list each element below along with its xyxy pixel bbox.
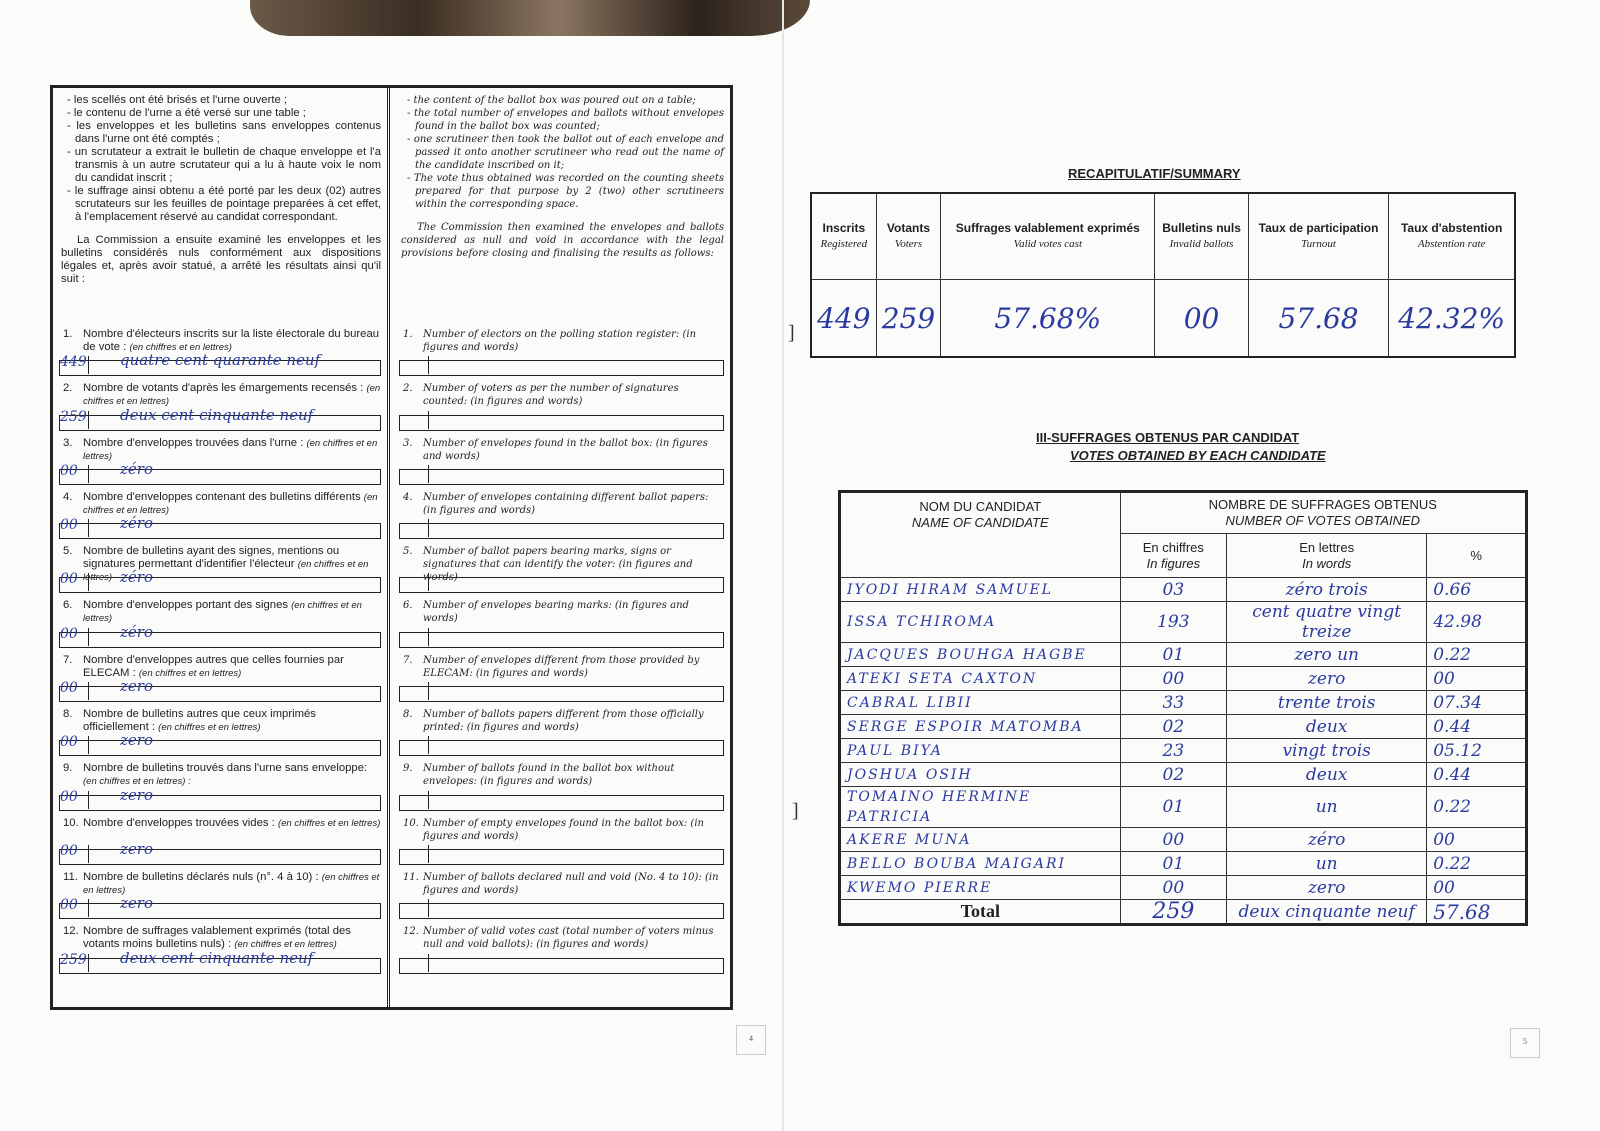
answer-figure: 259 xyxy=(60,411,89,429)
answer-field xyxy=(59,785,381,811)
procedure-bullet: - the total number of envelopes and ballots without envelopes found in the ballot box was counted; xyxy=(407,108,724,132)
procedure-bullet: - the content of the ballot box was poured out on a table; xyxy=(407,95,696,106)
margin-mark: ] xyxy=(788,322,795,344)
answer-figure: 00 xyxy=(60,682,89,700)
item-question xyxy=(399,925,724,951)
form-item xyxy=(59,654,381,708)
answer-words: zero xyxy=(120,731,153,750)
item-number: 3. xyxy=(63,436,73,449)
candidate-votes-words: zéro trois xyxy=(1227,578,1427,602)
votes-header-en: NUMBER OF VOTES OBTAINED xyxy=(1225,513,1421,528)
candidate-percent: 00 xyxy=(1427,876,1527,900)
candidate-row xyxy=(840,715,1527,739)
item-question xyxy=(399,762,724,788)
answer-figure: 259 xyxy=(60,954,89,972)
candidate-percent: 07.34 xyxy=(1427,691,1527,715)
item-question xyxy=(399,491,724,517)
name-header-fr: NOM DU CANDIDAT xyxy=(919,499,1042,514)
summary-header xyxy=(811,193,876,280)
summary-value: 00 xyxy=(1155,280,1248,358)
item-hint: (en chiffres et en lettres) xyxy=(138,667,242,679)
answer-field xyxy=(399,523,724,539)
answer-figure: 00 xyxy=(60,628,89,646)
answer-field xyxy=(59,677,381,702)
answer-figure xyxy=(400,573,429,591)
answer-words: zéro xyxy=(120,568,153,587)
candidate-votes-figure: 33 xyxy=(1120,691,1227,715)
name-header-en: NAME OF CANDIDATE xyxy=(911,515,1049,530)
procedure-bullet: - one scrutineer then took the ballot out of each envelope and passed it onto another scrutineer who read out the name of the candidate inscribed on it; xyxy=(407,134,724,171)
total-figure: 259 xyxy=(1120,900,1227,925)
answer-field xyxy=(59,405,381,431)
item-question xyxy=(399,708,724,734)
item-hint: (en chiffres et en lettres) xyxy=(83,600,362,625)
summary-header-fr: Votants xyxy=(886,221,931,235)
answer-field xyxy=(399,903,724,919)
item-number: 1. xyxy=(403,329,413,340)
summary-table xyxy=(810,192,1516,358)
answer-field xyxy=(399,632,724,648)
summary-header-en: Valid votes cast xyxy=(1013,238,1082,250)
form-item xyxy=(399,382,724,436)
total-row xyxy=(840,900,1527,925)
candidate-votes-words: un xyxy=(1227,787,1427,828)
candidate-votes-figure: 01 xyxy=(1120,643,1227,667)
item-question xyxy=(59,437,381,463)
form-item xyxy=(59,599,381,653)
form-item xyxy=(59,762,381,816)
item-text: Number of envelopes different from those provided by ELECAM: (in figures and words) xyxy=(423,654,700,679)
answer-figure: 00 xyxy=(60,519,89,537)
item-text: Number of ballots found in the ballot box without envelopes: (in figures and words) xyxy=(423,763,675,788)
item-text: Nombre de votants d'après les émargements recensés : xyxy=(83,382,364,395)
item-number: 11. xyxy=(403,871,419,883)
form-item xyxy=(59,382,381,436)
summary-header xyxy=(1248,193,1389,280)
answer-figure: 00 xyxy=(60,573,89,591)
item-text: Number of ballots declared null and void (No. 4 to 10): (in figures and words) xyxy=(423,871,719,896)
item-text: Number of empty envelopes found in the ballot box: (in figures and words) xyxy=(423,817,704,842)
form-item xyxy=(399,762,724,816)
item-hint: (en chiffres et en lettres) xyxy=(83,871,380,896)
summary-title: RECAPITULATIF/SUMMARY xyxy=(1068,166,1241,181)
candidate-percent: 00 xyxy=(1427,667,1527,691)
candidate-votes-figure: 00 xyxy=(1120,667,1227,691)
candidate-votes-figure: 01 xyxy=(1120,852,1227,876)
item-number: 6. xyxy=(63,599,73,612)
candidate-name: TOMAINO HERMINE PATRICIA xyxy=(840,787,1121,828)
form-item xyxy=(399,599,724,653)
candidate-votes-figure: 01 xyxy=(1120,787,1227,828)
candidate-row xyxy=(840,691,1527,715)
item-number: 9. xyxy=(63,762,73,775)
candidate-row xyxy=(840,667,1527,691)
item-text: Nombre d'électeurs inscrits sur la liste électorale du bureau de vote : xyxy=(83,328,380,353)
item-number: 12. xyxy=(63,925,79,938)
answer-words: quatre cent quarante neuf xyxy=(120,351,321,370)
candidate-name: PAUL BIYA xyxy=(840,739,1121,763)
answer-words: deux cent cinquante neuf xyxy=(120,948,314,967)
item-number: 11. xyxy=(63,870,78,883)
candidate-name: ISSA TCHIROMA xyxy=(840,602,1121,643)
form-item xyxy=(399,817,724,871)
candidate-row xyxy=(840,578,1527,602)
candidate-percent: 0.22 xyxy=(1427,643,1527,667)
figures-header-en: In figures xyxy=(1146,555,1201,571)
candidate-name: IYODI HIRAM SAMUEL xyxy=(840,578,1121,602)
form-item xyxy=(59,708,381,762)
form-item xyxy=(399,491,724,545)
candidate-votes-words: deux xyxy=(1227,715,1427,739)
item-question xyxy=(59,708,381,734)
summary-header-fr: Bulletins nuls xyxy=(1162,221,1241,235)
item-question xyxy=(59,817,381,830)
form-item xyxy=(399,437,724,491)
answer-field xyxy=(399,415,724,431)
candidate-percent: 0.44 xyxy=(1427,715,1527,739)
item-text: Nombre de bulletins déclarés nuls (n°. 4 à 10) : xyxy=(83,870,319,883)
candidate-votes-figure: 02 xyxy=(1120,763,1227,787)
english-items xyxy=(399,328,724,980)
french-column xyxy=(53,88,390,1007)
procedure-bullet: - les enveloppes et les bulletins sans enveloppes contenus dans l'urne ont été comptés ; xyxy=(67,120,381,145)
answer-figure: 00 xyxy=(60,736,89,754)
item-number: 10. xyxy=(63,816,79,829)
answer-field xyxy=(399,795,724,811)
answer-figure xyxy=(400,411,429,429)
item-text: Number of envelopes containing different ballot papers: (in figures and words) xyxy=(423,491,709,516)
procedure-bullet: - les scellés ont été brisés et l'urne ouverte ; xyxy=(67,94,288,106)
answer-figure xyxy=(400,954,429,972)
item-question xyxy=(399,654,724,680)
item-question xyxy=(399,328,724,354)
candidate-row xyxy=(840,739,1527,763)
candidate-votes-figure: 02 xyxy=(1120,715,1227,739)
answer-field xyxy=(399,577,724,593)
candidate-name: JACQUES BOUHGA HAGBE xyxy=(840,643,1121,667)
candidate-name: JOSHUA OSIH xyxy=(840,763,1121,787)
item-number: 12. xyxy=(403,926,419,938)
procedure-bullet: - The vote thus obtained was recorded on the counting sheets prepared for that purpose by 2 (two) other scrutineers within the corresponding space. xyxy=(407,173,724,210)
answer-figure xyxy=(400,628,429,646)
summary-header-fr: Suffrages valablement exprimés xyxy=(955,221,1140,235)
answer-words: zero xyxy=(120,677,153,696)
candidate-percent: 42.98 xyxy=(1427,602,1527,643)
answer-figure xyxy=(400,899,429,917)
votes-header-fr: NOMBRE DE SUFFRAGES OBTENUS xyxy=(1208,497,1437,512)
item-question xyxy=(399,599,724,625)
form-item xyxy=(59,545,381,599)
summary-header xyxy=(1389,193,1515,280)
answer-field xyxy=(59,894,381,919)
item-question xyxy=(59,382,381,408)
item-text: Nombre d'enveloppes autres que celles fournies par ELECAM : xyxy=(83,653,344,679)
english-paragraph: The Commission then examined the envelopes and ballots considered as null and void in accordance with the legal provisions before closing and finalising the results as follows: xyxy=(401,222,724,259)
item-number: 8. xyxy=(63,708,73,721)
percent-header: % xyxy=(1427,534,1527,578)
answer-words: zéro xyxy=(120,622,153,641)
candidate-percent: 0.22 xyxy=(1427,787,1527,828)
total-words: deux cinquante neuf xyxy=(1227,900,1427,925)
item-text: Nombre d'enveloppes trouvées vides : xyxy=(83,816,275,829)
item-hint: (en chiffres et en lettres) xyxy=(83,437,378,462)
candidate-row xyxy=(840,852,1527,876)
answer-words: zero xyxy=(120,785,153,804)
candidate-votes-words: vingt trois xyxy=(1227,739,1427,763)
procedure-bullet: - un scrutateur a extrait le bulletin de chaque enveloppe et l'a transmis à un autre scrutateur qui a lu à haute voix le nom du candidat inscrit ; xyxy=(67,146,381,184)
photo-strip xyxy=(250,0,810,36)
form-item xyxy=(59,817,381,871)
words-header-fr: En lettres xyxy=(1299,539,1355,555)
answer-words: deux cent cinquante neuf xyxy=(120,405,314,424)
candidate-votes-words: trente trois xyxy=(1227,691,1427,715)
summary-header-en: Turnout xyxy=(1301,238,1336,250)
item-question xyxy=(59,328,381,354)
page-divider xyxy=(782,0,784,1131)
answer-words: zero xyxy=(120,894,153,913)
item-hint: (en chiffres et en lettres) xyxy=(129,342,232,353)
answer-field xyxy=(399,686,724,702)
name-header xyxy=(840,492,1121,578)
candidate-votes-words: zero xyxy=(1227,876,1427,900)
total-label: Total xyxy=(840,900,1121,925)
item-text: Nombre de suffrages valablement exprimés (total des votants moins bulletins nuls) : xyxy=(83,925,351,951)
item-number: 1. xyxy=(63,328,73,340)
item-number: 3. xyxy=(403,437,413,449)
form-item xyxy=(59,871,381,925)
answer-field xyxy=(399,469,724,485)
answer-field xyxy=(59,731,381,756)
item-text: Number of envelopes bearing marks: (in figures and words) xyxy=(423,600,689,625)
candidate-name: KWEMO PIERRE xyxy=(840,876,1121,900)
candidate-percent: 0.66 xyxy=(1427,578,1527,602)
answer-figure xyxy=(400,519,429,537)
answer-field xyxy=(59,351,381,376)
item-number: 5. xyxy=(403,546,413,558)
answer-figure: 00 xyxy=(60,899,89,917)
form-item xyxy=(59,328,381,382)
item-question xyxy=(399,437,724,463)
candidate-votes-figure: 03 xyxy=(1120,578,1227,602)
summary-header xyxy=(1155,193,1248,280)
item-number: 6. xyxy=(403,600,413,612)
answer-figure: 449 xyxy=(60,356,89,374)
candidate-votes-words: zero un xyxy=(1227,643,1427,667)
candidate-row xyxy=(840,602,1527,643)
item-question xyxy=(59,599,381,625)
candidate-votes-figure: 23 xyxy=(1120,739,1227,763)
answer-figure xyxy=(400,465,429,483)
item-text: Number of envelopes found in the ballot box: (in figures and words) xyxy=(423,437,708,462)
answer-field xyxy=(399,958,724,974)
item-question xyxy=(59,762,381,788)
candidate-name: SERGE ESPOIR MATOMBA xyxy=(840,715,1121,739)
item-hint: (en chiffres et en lettres) xyxy=(83,383,381,408)
candidate-row xyxy=(840,643,1527,667)
candidate-votes-figure: 00 xyxy=(1120,876,1227,900)
summary-header xyxy=(941,193,1155,280)
answer-figure xyxy=(400,736,429,754)
summary-value: 449 xyxy=(811,280,876,358)
item-number: 7. xyxy=(403,654,413,666)
answer-field xyxy=(59,622,381,648)
item-number: 9. xyxy=(403,763,413,775)
item-question xyxy=(59,871,381,897)
procedure-bullet: - le contenu de l'urne a été versé sur une table ; xyxy=(67,107,306,119)
item-hint: (en chiffres et en lettres) xyxy=(234,939,337,951)
candidate-percent: 0.44 xyxy=(1427,763,1527,787)
answer-field xyxy=(59,514,381,539)
item-text: Nombre de bulletins ayant des signes, mentions ou signatures permettant d'identifier l'électeur xyxy=(83,545,340,571)
candidate-percent: 05.12 xyxy=(1427,739,1527,763)
answer-field xyxy=(399,849,724,865)
french-items xyxy=(59,328,381,980)
summary-value: 57.68% xyxy=(941,280,1155,358)
candidate-name: ATEKI SETA CAXTON xyxy=(840,667,1121,691)
candidate-row xyxy=(840,787,1527,828)
form-item xyxy=(399,871,724,925)
item-text: Number of ballot papers bearing marks, signs or signatures that can identify the voter: (in figures and words) xyxy=(423,546,693,584)
answer-figure: 00 xyxy=(60,845,89,863)
answer-figure: 00 xyxy=(60,465,89,483)
words-header xyxy=(1227,534,1427,578)
answer-field xyxy=(399,740,724,756)
item-text: Nombre d'enveloppes portant des signes xyxy=(83,599,288,612)
summary-value: 259 xyxy=(876,280,941,358)
answer-field xyxy=(59,459,381,485)
item-text: Nombre d'enveloppes contenant des bulletins différents xyxy=(83,490,361,503)
item-text: Nombre de bulletins trouvés dans l'urne sans enveloppe: xyxy=(83,762,368,775)
candidates-table xyxy=(838,490,1528,926)
candidate-votes-words: zéro xyxy=(1227,828,1427,852)
item-number: 2. xyxy=(63,382,73,395)
french-paragraph: La Commission a ensuite examiné les enveloppes et les bulletins considérés nuls conformément aux dispositions légales et, après avoir statué, a arrêté les résultats ainsi qu'il suit : xyxy=(61,234,381,285)
answer-field xyxy=(59,839,381,865)
figures-header xyxy=(1120,534,1227,578)
candidate-votes-figure: 193 xyxy=(1120,602,1227,643)
item-number: 4. xyxy=(63,490,73,503)
item-hint: (en chiffres et en lettres) xyxy=(83,559,369,584)
answer-field xyxy=(399,360,724,376)
form-item xyxy=(59,491,381,545)
item-question xyxy=(399,871,724,897)
item-text: Nombre d'enveloppes trouvées dans l'urne : xyxy=(83,436,304,449)
votes-header xyxy=(1120,492,1526,534)
summary-value: 42.32% xyxy=(1389,280,1515,358)
answer-field xyxy=(59,948,381,974)
summary-header xyxy=(876,193,941,280)
item-number: 4. xyxy=(403,491,413,503)
item-question xyxy=(59,925,381,951)
item-number: 8. xyxy=(403,709,413,721)
item-hint: (en chiffres et en lettres) : xyxy=(83,776,191,788)
form-item xyxy=(399,654,724,708)
candidate-votes-words: un xyxy=(1227,852,1427,876)
item-question xyxy=(399,817,724,843)
page-number-left: 4 xyxy=(736,1025,766,1055)
candidate-votes-figure: 00 xyxy=(1120,828,1227,852)
item-number: 2. xyxy=(403,383,413,395)
page-number-right: 5 xyxy=(1510,1028,1540,1058)
form-item xyxy=(399,925,724,979)
item-text: Number of valid votes cast (total number of voters minus null and void ballots): (in figures and words) xyxy=(423,926,714,951)
answer-figure xyxy=(400,791,429,809)
form-item xyxy=(59,437,381,491)
words-header-en: In words xyxy=(1302,555,1352,571)
item-text: Number of electors on the polling station register: (in figures and words) xyxy=(423,329,697,353)
total-percent: 57.68 xyxy=(1427,900,1527,925)
candidate-name: AKERE MUNA xyxy=(840,828,1121,852)
summary-header-en: Invalid ballots xyxy=(1169,238,1234,250)
summary-header-fr: Taux d'abstention xyxy=(1400,221,1503,235)
summary-header-en: Abstention rate xyxy=(1417,238,1486,250)
summary-header-fr: Inscrits xyxy=(822,221,866,235)
english-procedure-list xyxy=(401,94,724,211)
summary-value: 57.68 xyxy=(1248,280,1389,358)
item-question xyxy=(59,491,381,517)
candidate-votes-words: zero xyxy=(1227,667,1427,691)
item-number: 5. xyxy=(63,545,73,558)
candidate-row xyxy=(840,876,1527,900)
procedure-bullet: - le suffrage ainsi obtenu a été porté par les deux (02) autres scrutateurs sur les feuilles de pointage preparées à cet effet, à l'emplacement réservé au candidat correspondant. xyxy=(67,185,381,223)
summary-header-fr: Taux de participation xyxy=(1258,221,1379,235)
candidate-votes-words: deux xyxy=(1227,763,1427,787)
section-title-fr: III-SUFFRAGES OBTENUS PAR CANDIDAT xyxy=(1036,430,1300,445)
summary-header-en: Registered xyxy=(820,238,868,250)
answer-figure xyxy=(400,845,429,863)
candidate-percent: 00 xyxy=(1427,828,1527,852)
item-question xyxy=(59,654,381,680)
item-hint: (en chiffres et en lettres) xyxy=(83,491,378,516)
item-number: 10. xyxy=(403,817,419,829)
candidate-name: CABRAL LIBII xyxy=(840,691,1121,715)
figures-header-fr: En chiffres xyxy=(1142,539,1204,555)
answer-figure xyxy=(400,356,429,374)
answer-words: zéro xyxy=(120,514,153,533)
margin-mark: ] xyxy=(792,800,799,822)
item-text: Nombre de bulletins autres que ceux imprimés officiellement : xyxy=(83,708,316,734)
answer-figure: 00 xyxy=(60,791,89,809)
candidate-row xyxy=(840,763,1527,787)
item-question xyxy=(399,382,724,408)
section-title-en: VOTES OBTAINED BY EACH CANDIDATE xyxy=(1070,448,1326,463)
item-hint: (en chiffres et en lettres) xyxy=(277,817,381,829)
form-item xyxy=(399,545,724,599)
french-procedure-list xyxy=(61,94,381,224)
item-text: Number of voters as per the number of signatures counted: (in figures and words) xyxy=(423,383,679,408)
form-item xyxy=(399,328,724,382)
candidate-row xyxy=(840,828,1527,852)
item-number: 7. xyxy=(63,653,73,666)
answer-words: zéro xyxy=(120,459,153,478)
candidate-name: BELLO BOUBA MAIGARI xyxy=(840,852,1121,876)
form-item xyxy=(59,925,381,979)
item-hint: (en chiffres et en lettres) xyxy=(158,722,261,734)
results-form-box xyxy=(50,85,733,1010)
candidate-percent: 0.22 xyxy=(1427,852,1527,876)
form-item xyxy=(399,708,724,762)
english-column xyxy=(393,88,730,1007)
summary-header-en: Voters xyxy=(894,238,923,250)
item-text: Number of ballots papers different from those officially printed: (in figures and words) xyxy=(423,709,704,734)
answer-words: zero xyxy=(120,839,153,858)
candidate-votes-words: cent quatre vingt treize xyxy=(1227,602,1427,643)
answer-figure xyxy=(400,682,429,700)
